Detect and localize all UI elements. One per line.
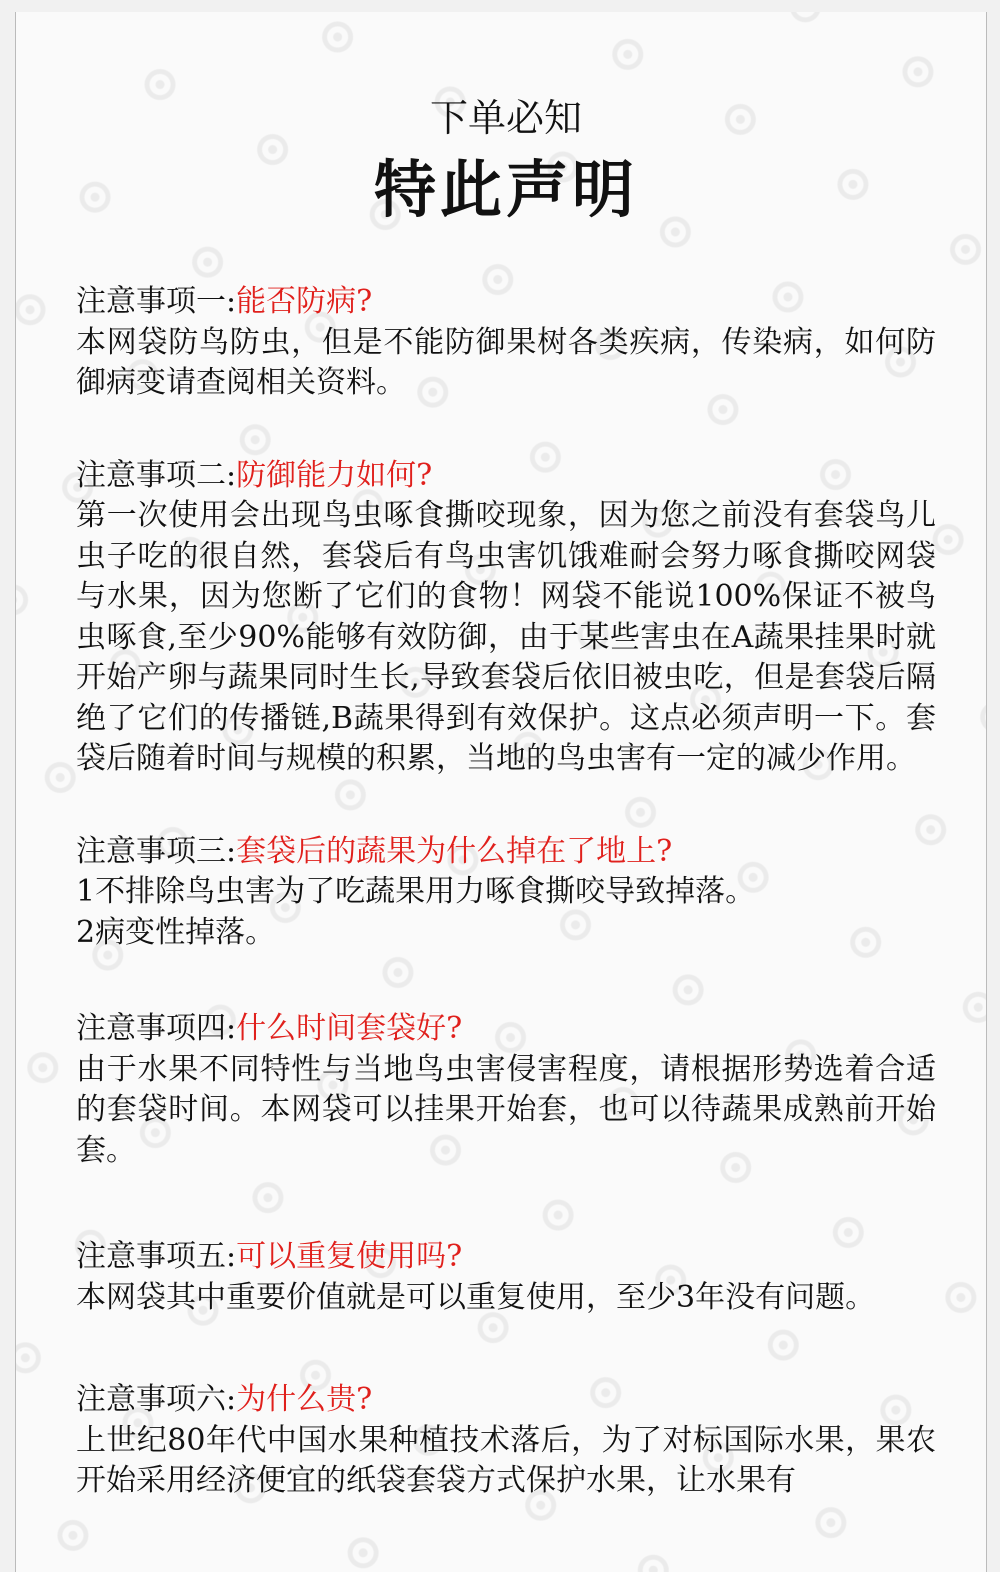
note-heading: [76, 1009, 936, 1050]
note-heading: [76, 456, 936, 497]
note-6: [76, 1380, 936, 1502]
note-2: [76, 456, 936, 780]
note-body: 由于水果不同特性与当地鸟虫害侵害程度，请根据形势选着合适的套袋时间。本网袋可以挂果开始套，也可以待蔬果成熟前开始套。: [76, 1051, 936, 1168]
note-label: 注意事项三:: [76, 833, 237, 869]
note-question: 套袋后的蔬果为什么掉在了地上?: [236, 833, 673, 869]
note-question: 防御能力如何?: [236, 457, 433, 493]
note-question: 为什么贵?: [236, 1382, 373, 1417]
note-question: 能否防病?: [236, 284, 373, 319]
note-3: [76, 832, 936, 954]
note-label: 注意事项六:: [76, 1382, 237, 1417]
notice-page: [15, 12, 987, 1572]
note-label: 注意事项二:: [76, 457, 237, 493]
note-label: 注意事项四:: [76, 1011, 237, 1046]
note-heading: [76, 1237, 936, 1278]
note-question: 什么时间套袋好?: [236, 1011, 463, 1046]
page-title: 特此声明: [373, 153, 638, 226]
note-heading: [76, 1380, 936, 1421]
note-5: [76, 1237, 936, 1318]
note-body: 本网袋其中重要价值就是可以重复使用，至少3年没有问题。: [76, 1279, 876, 1315]
note-heading: [76, 282, 936, 323]
note-body: 第一次使用会出现鸟虫啄食撕咬现象，因为您之前没有套袋鸟儿虫子吃的很自然，套袋后有鸟虫害饥饿难耐会努力啄食撕咬网袋与水果，因为您断了它们的食物！网袋不能说100%保证不被鸟虫啄食,至少90%能够有效防御，由于某些害虫在A蔬果挂果时就开始产卵与蔬果同时生长,导致套袋后依旧被虫吃，但是套袋后隔绝了它们的传播链,B蔬果得到有效保护。这点必须声明一下。套袋后随着时间与规模的积累，当地的鸟虫害有一定的减少作用。: [76, 498, 936, 776]
note-4: [76, 1009, 936, 1171]
note-heading: [76, 832, 936, 873]
note-label: 注意事项五:: [76, 1239, 237, 1274]
note-body: 上世纪80年代中国水果种植技术落后，为了对标国际水果，果农开始采用经济便宜的纸袋套袋方式保护水果，让水果有: [76, 1422, 936, 1498]
notice-content: [76, 90, 936, 1502]
note-line: 1不排除鸟虫害为了吃蔬果用力啄食撕咬导致掉落。: [76, 874, 756, 909]
note-body: 本网袋防鸟防虫，但是不能防御果树各类疾病，传染病，如何防御病变请查阅相关资料。: [76, 324, 936, 400]
note-label: 注意事项一:: [76, 284, 237, 319]
note-line: 2病变性掉落。: [76, 914, 276, 950]
note-1: [76, 282, 936, 404]
page-subtitle: 下单必知: [429, 96, 582, 140]
note-question: 可以重复使用吗?: [236, 1239, 463, 1274]
